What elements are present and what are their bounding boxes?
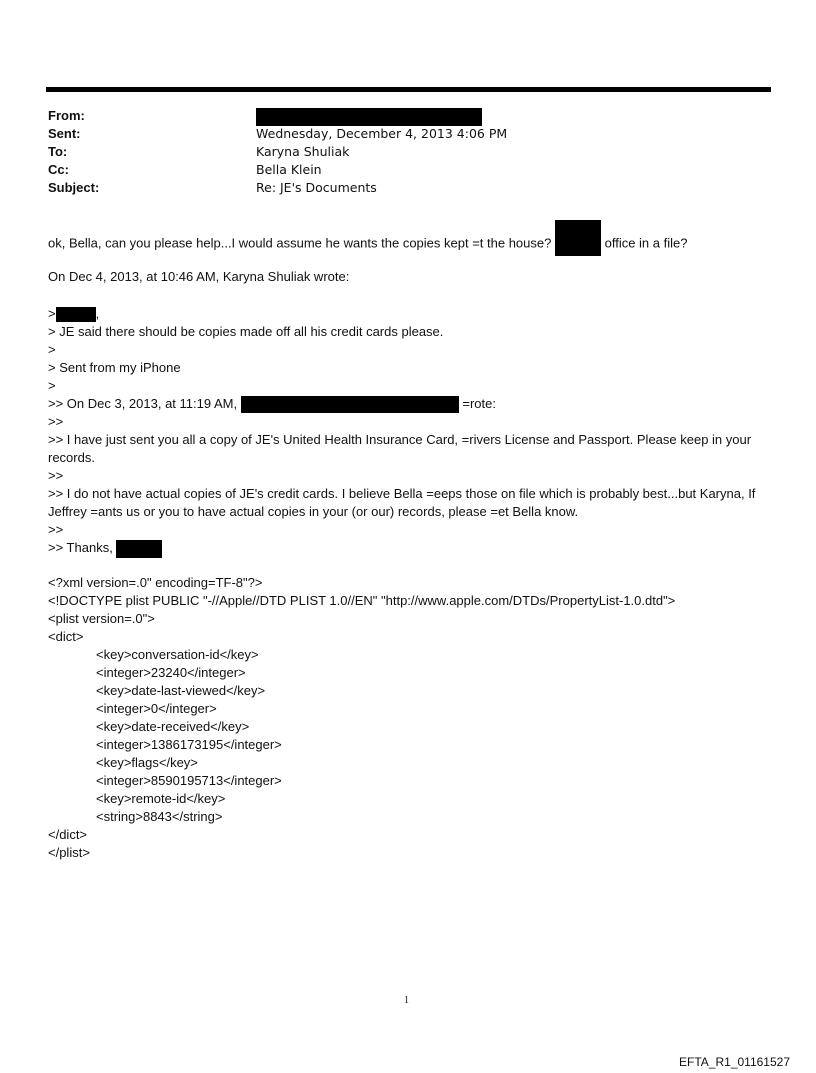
plist-block xyxy=(48,574,768,862)
to-label: To: xyxy=(48,144,68,159)
plist-line: </dict> xyxy=(48,827,88,842)
plist-line: <key>date-received</key> xyxy=(96,719,250,734)
redaction-block xyxy=(256,108,482,126)
from-value-redacted xyxy=(256,107,482,126)
quoted-line: > JE said there should be copies made off all his credit cards please. xyxy=(48,324,444,339)
redaction-block xyxy=(116,540,162,558)
header-rule xyxy=(46,87,771,92)
plist-line: <key>conversation-id</key> xyxy=(96,647,259,662)
cc-value: Bella Klein xyxy=(256,162,322,177)
plist-line: <integer>23240</integer> xyxy=(96,665,246,680)
plist-line: <string>8843</string> xyxy=(96,809,223,824)
cc-label: Cc: xyxy=(48,162,69,177)
redaction-block xyxy=(555,220,601,256)
page-number: 1 xyxy=(404,995,409,1006)
quoted-line: > , xyxy=(48,306,100,321)
plist-line: <integer>0</integer> xyxy=(96,701,217,716)
quoted-line: >> On Dec 3, 2013, at 11:19 AM, =rote: xyxy=(48,395,768,413)
quoted-line: >> Thanks, xyxy=(48,539,768,557)
plist-line: <key>flags</key> xyxy=(96,755,198,770)
from-label: From: xyxy=(48,108,85,123)
plist-line: <key>remote-id</key> xyxy=(96,791,226,806)
sent-label: Sent: xyxy=(48,126,81,141)
document-id: EFTA_R1_01161527 xyxy=(679,1055,790,1069)
plist-line: <?xml version=.0" encoding=TF-8"?> xyxy=(48,575,263,590)
plist-line: <key>date-last-viewed</key> xyxy=(96,683,266,698)
subject-label: Subject: xyxy=(48,180,100,195)
sent-value: Wednesday, December 4, 2013 4:06 PM xyxy=(256,126,508,141)
plist-line: <plist version=.0"> xyxy=(48,611,155,626)
subject-value: Re: JE's Documents xyxy=(256,180,377,195)
quoted-line: > xyxy=(48,342,56,357)
plist-line: <dict> xyxy=(48,629,84,644)
quoted-text xyxy=(48,305,768,557)
quoted-line: >> xyxy=(48,414,64,429)
plist-line: <!DOCTYPE plist PUBLIC "-//Apple//DTD PLIST 1.0//EN" "http://www.apple.com/DTDs/PropertyList-1.0.dtd"> xyxy=(48,593,676,608)
quoted-paragraph: >> I have just sent you all a copy of JE's United Health Insurance Card, =rivers License and Passport. Please keep in your records. xyxy=(48,432,752,465)
message-line-1: ok, Bella, can you please help...I would assume he wants the copies kept =t the house? office in a file? xyxy=(48,232,768,252)
to-value: Karyna Shuliak xyxy=(256,144,350,159)
reply-intro-line: On Dec 4, 2013, at 10:46 AM, Karyna Shuliak wrote: xyxy=(48,269,350,284)
quoted-line: > Sent from my iPhone xyxy=(48,360,181,375)
redaction-block xyxy=(241,396,459,413)
message-body xyxy=(48,232,768,286)
quoted-line: >> xyxy=(48,522,64,537)
plist-line: </plist> xyxy=(48,845,90,860)
quoted-line: > xyxy=(48,378,56,393)
quoted-line: >> xyxy=(48,468,64,483)
redaction-block xyxy=(56,307,96,322)
plist-line: <integer>8590195713</integer> xyxy=(96,773,282,788)
quoted-paragraph: >> I do not have actual copies of JE's credit cards. I believe Bella =eeps those on file which is probably best...but Karyna, If Jeffrey =ants us or you to have actual copies in your (or our) records, please =et Bella know. xyxy=(48,486,756,519)
plist-line: <integer>1386173195</integer> xyxy=(96,737,282,752)
